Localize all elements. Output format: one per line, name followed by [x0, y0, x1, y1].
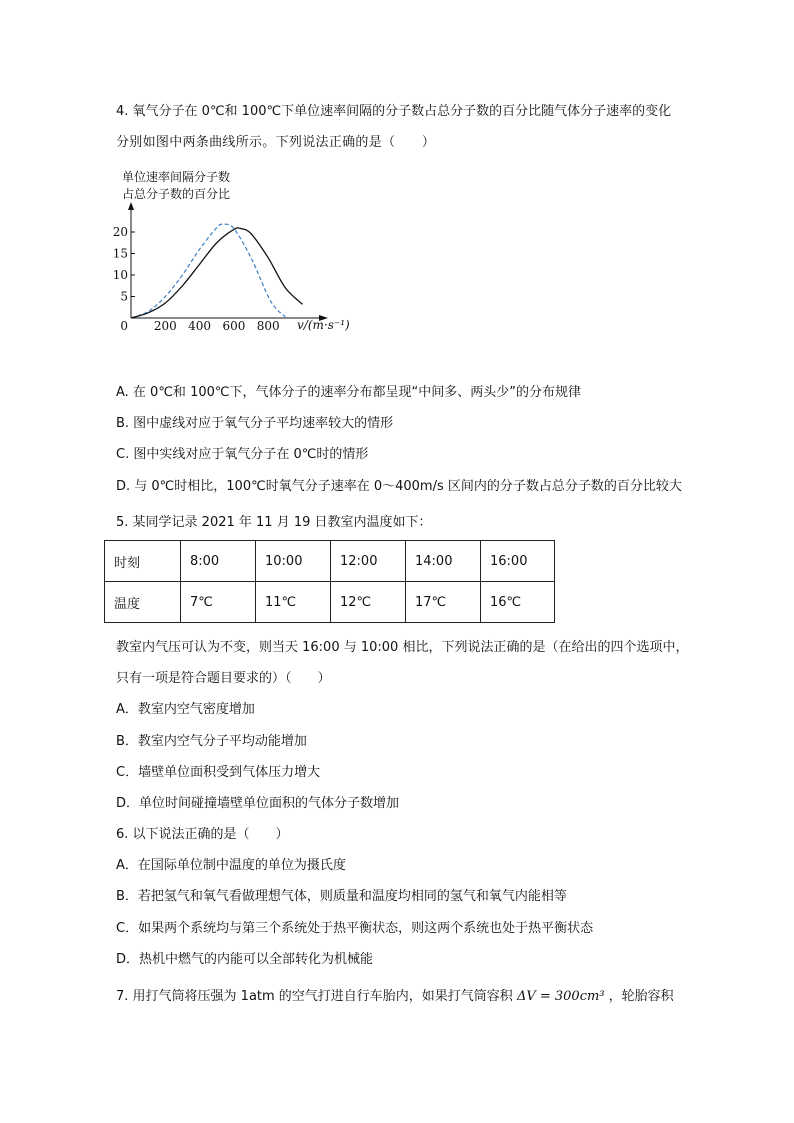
- q4-option-c: C. 图中实线对应于氧气分子在 0℃时的情形: [116, 447, 369, 462]
- q6-option-d: D．热机中燃气的内能可以全部转化为机械能: [116, 952, 374, 967]
- table-cell: 16℃: [481, 582, 555, 623]
- y-tick-label: 5: [120, 289, 128, 304]
- q4-option-d: D. 与 0℃时相比，100℃时氧气分子速率在 0～400m/s 区间内的分子数占总分子数的百分比较大: [116, 479, 682, 494]
- q7-stem: [116, 988, 674, 1006]
- q5-option-c: C．墙壁单位面积受到气体压力增大: [116, 765, 321, 780]
- table-cell: 11℃: [256, 582, 331, 623]
- x-tick-label: 600: [222, 319, 246, 333]
- temperature-table: [104, 540, 555, 623]
- table-cell: 12:00: [331, 541, 406, 582]
- y-tick-label: 20: [112, 225, 128, 239]
- q5-text-line2: 只有一项是符合题目要求的）（ ）: [116, 671, 331, 686]
- x-tick-label: 800: [256, 319, 280, 333]
- x-tick-label: 0: [120, 319, 128, 333]
- y-axis-label-line1: 单位速率间隔分子数: [122, 170, 231, 184]
- table-cell: 7℃: [181, 582, 256, 623]
- y-tick-label: 15: [112, 246, 128, 261]
- table-cell: 14:00: [406, 541, 481, 582]
- table-cell: 时刻: [105, 541, 181, 582]
- q4-stem-line1: 4. 氧气分子在 0℃和 100℃下单位速率间隔的分子数占总分子数的百分比随气体分子速率的变化: [116, 104, 672, 119]
- table-cell: 10:00: [256, 541, 331, 582]
- q4-stem-line2: 分别如图中两条曲线所示。下列说法正确的是（ ）: [116, 135, 436, 150]
- q7-formula: ΔV = 300cm³: [516, 989, 605, 1004]
- q6-stem: 6. 以下说法正确的是（ ）: [116, 827, 289, 842]
- y-axis-arrow: [128, 202, 134, 210]
- table-cell: 温度: [105, 582, 181, 623]
- table-cell: 16:00: [481, 541, 555, 582]
- y-tick-label: 10: [112, 268, 128, 282]
- q5-option-d: D．单位时间碰撞墙壁单位面积的气体分子数增加: [116, 796, 400, 811]
- q5-text-line1: 教室内气压可认为不变，则当天 16:00 与 10:00 相比，下列说法正确的是（在给出的四个选项中，: [116, 640, 689, 655]
- table-row: [105, 582, 555, 623]
- q6-option-b: B．若把氢气和氧气看做理想气体，则质量和温度均相同的氢气和氧气内能相等: [116, 889, 567, 904]
- table-cell: 17℃: [406, 582, 481, 623]
- q4-option-a: A. 在 0℃和 100℃下，气体分子的速率分布都呈现“中间多、两头少”的分布规律: [116, 385, 581, 400]
- table-cell: 8:00: [181, 541, 256, 582]
- x-axis-label: v/(m·s⁻¹): [297, 318, 350, 332]
- velocity-distribution-chart: [112, 164, 362, 334]
- q6-option-c: C．如果两个系统均与第三个系统处于热平衡状态，则这两个系统也处于热平衡状态: [116, 921, 594, 936]
- q4-option-b: B. 图中虚线对应于氧气分子平均速率较大的情形: [116, 416, 394, 431]
- q5-stem: 5. 某同学记录 2021 年 11 月 19 日教室内温度如下：: [116, 515, 432, 530]
- q6-option-a: A．在国际单位制中温度的单位为摄氏度: [116, 858, 346, 873]
- q5-option-b: B．教室内空气分子平均动能增加: [116, 734, 307, 749]
- y-axis-label-line2: 占总分子数的百分比: [122, 187, 231, 201]
- x-tick-label: 200: [153, 319, 177, 333]
- q7-text-end: ，轮胎容积: [608, 989, 674, 1004]
- q5-option-a: A．教室内空气密度增加: [116, 702, 255, 717]
- dashed-curve: [131, 224, 285, 318]
- table-cell: 12℃: [331, 582, 406, 623]
- q7-text-start: 7. 用打气筒将压强为 1atm 的空气打进自行车胎内，如果打气筒容积: [116, 989, 513, 1004]
- x-tick-label: 400: [188, 319, 212, 333]
- table-row: [105, 541, 555, 582]
